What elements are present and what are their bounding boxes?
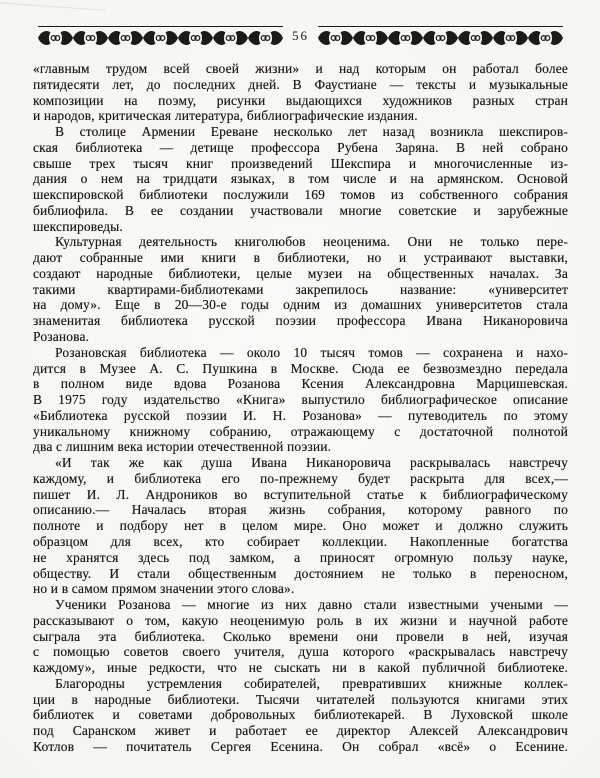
text-line: обществу. И стали общественным достоянием не только в переносном, (33, 565, 568, 581)
text-line: ская библиотека — детище профессора Рубена Заряна. В ней собрано (33, 139, 568, 155)
text-line: шекспироведы. (33, 218, 123, 234)
text-line: дают собранные ими книги в библиотеки, но и устраивают выставки, (33, 250, 568, 266)
text-line: на дому». Еще в 20—30-е годы одним из домашних университетов стала (33, 297, 568, 313)
text-line: дится в Музее А. С. Пушкина в Москве. Сюда ее безвозмездно передала (33, 360, 568, 376)
text-line: В столице Армении Ереване несколько лет назад возникла шекспиров- (55, 124, 568, 140)
text-line: рассказывают о том, какую неоценимую роль в их жизни и научной работе (33, 612, 568, 628)
text-line: Благородны устремления собирателей, превративших книжные коллек- (55, 675, 568, 691)
text-line: описанию.— Началась вторая жизнь собрания, которому равного по (33, 502, 568, 518)
text-line: библиофила. В ее создании участвовали многие советские и зарубежные (33, 202, 568, 218)
ornament-band-right-icon (318, 26, 563, 46)
text-line: Котлов — почитатель Сергея Есенина. Он собрал «всё» о Есенине. (33, 738, 568, 754)
text-line: не хранятся здесь под замком, а приносят огромную пользу науке, (33, 549, 568, 565)
text-line: «главным трудом всей своей жизни» и над которым он работал более (33, 61, 568, 76)
text-line: два с лишним века истории отечественной поэзии. (33, 439, 332, 455)
text-line: Ученики Розанова — многие из них давно стали известными учеными — (55, 597, 568, 613)
text-line: шекспировской библиотеки послужили 169 томов из собственного собрания (33, 187, 568, 203)
text-line: дания о нем на тридцати языках, в том числе и на армянском. Основой (33, 171, 568, 187)
text-line: знаменитая библиотека русской поэзии профессора Ивана Никаноровича (33, 313, 568, 329)
text-line: с помощью советов своего учителя, душа которого «раскрывалась навстречу (33, 644, 568, 660)
text-line: в полном виде вдова Розанова Ксения Александровна Марцишевская. (33, 376, 568, 392)
text-line: пишет И. Л. Андроников во вступительной статье к библиографическому (33, 486, 568, 502)
text-line: библиотек и советами добровольных библиотекарей. В Луховской школе (33, 707, 568, 723)
text-line: под Саранском живет и работает ее директор Алексей Александрович (33, 723, 568, 739)
page-number: 56 (292, 28, 309, 43)
text-line: сыграла эта библиотека. Сколько времени они провели в ней, изучая (33, 628, 568, 644)
text-line: полноте и подбору нет в целом мире. Оно может и должно служить (33, 518, 568, 534)
text-line: и народов, критическая литература, библиографические издания. (33, 108, 418, 124)
text-line: В 1975 году издательство «Книга» выпустило библиографическое описание (33, 392, 568, 408)
text-line: такими квартирами-библиотеками закрепилось название: «университет (33, 281, 568, 297)
text-line: композиции на поэму, рисунки выдающихся художников разных стран (33, 92, 568, 108)
ornament-band-left-icon (38, 26, 283, 46)
text-line: «Библиотека русской поэзии И. Н. Розанова» — путеводитель по этому (33, 407, 568, 423)
text-block (33, 61, 568, 755)
text-line: Розановская библиотека — около 10 тысяч томов — сохранена и нахо- (55, 344, 568, 360)
text-line: уникальному книжному собранию, отражающему с достаточной полнотой (33, 423, 568, 439)
text-line: каждому, и библиотека его по-прежнему будет раскрыта для всех,— (33, 470, 568, 486)
text-line: каждому», иные редкости, что не сыскать ни в какой публичной библиотеке. (33, 660, 568, 676)
text-line: но и в самом прямом значении этого слова». (33, 581, 295, 597)
text-line: создают народные библиотеки, целые музеи на общественных началах. За (33, 265, 568, 281)
scan-artifact-line (0, 2, 106, 11)
text-line: образцом для всех, кто собирает коллекции. Накопленные богатства (33, 533, 568, 549)
text-line: Розанова. (33, 329, 90, 345)
text-line: Культурная деятельность книголюбов неоценима. Они не только пере- (55, 234, 568, 250)
text-line: свыше трех тысяч книг произведений Шекспира и многочисленные из- (33, 155, 568, 171)
text-line: пятидесяти лет, до последних дней. В Фаустиане — тексты и музыкальные (33, 76, 568, 92)
text-line: «И так же как душа Ивана Никаноровича раскрывалась навстречу (55, 455, 568, 471)
text-line: ции в народные библиотеки. Тысячи читателей пользуются книгами этих (33, 691, 568, 707)
